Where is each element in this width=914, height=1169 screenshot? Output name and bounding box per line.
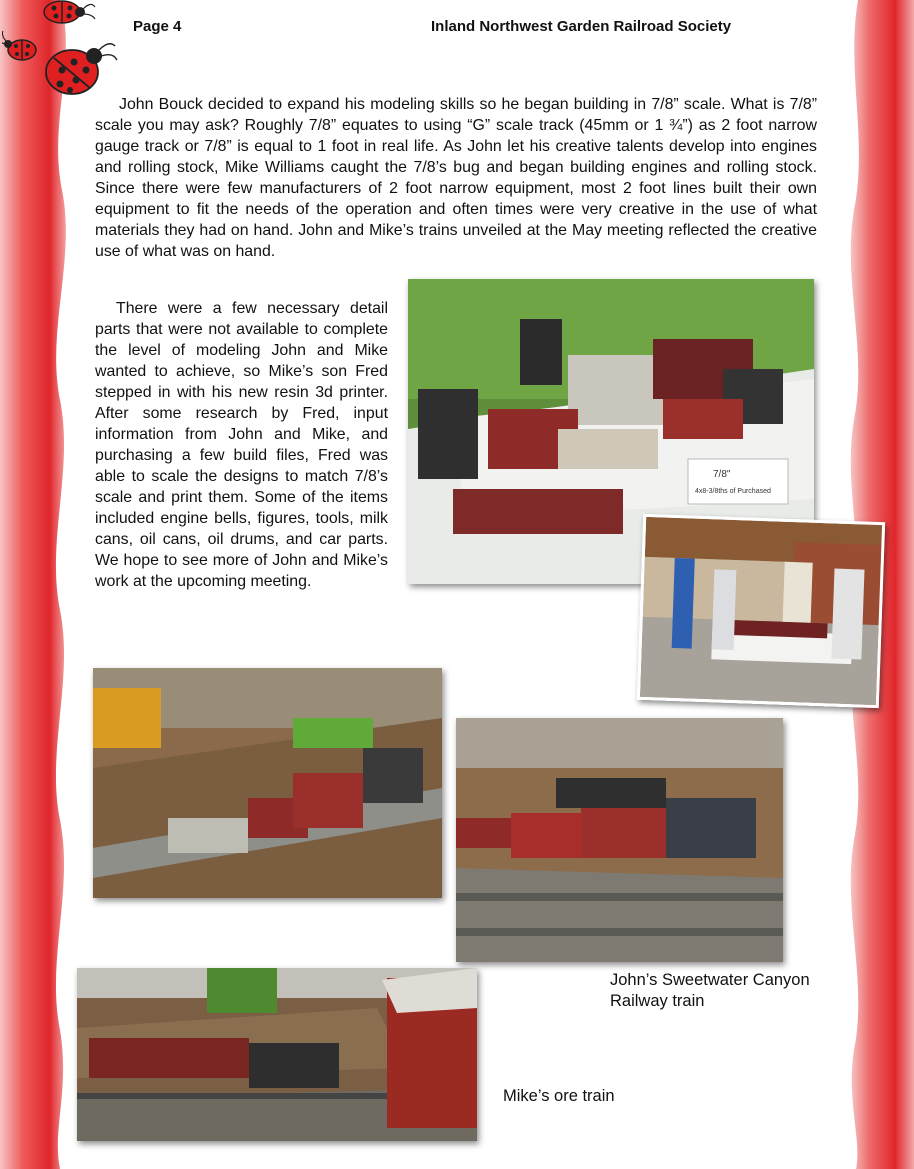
table-card-note: 4x8-3/8ths of Purchased bbox=[695, 488, 771, 495]
photo-mikes-ore-train bbox=[77, 968, 477, 1141]
article-paragraph-2: There were a few necessary detail parts that were not available to complete the level of modeling John and Mike wanted to achieve, so Mike’s son Fred stepped in with his new resin 3d printer. After some research by Fred, input information from John and Mike, and purchasing a few build files, Fred was able to scale the designs to match 7/8’s scale and print them. Some of the items included engine bells, figures, tools, milk cans, oil cans, oil drums, and car parts. We hope to see more of John and Mike’s work at the upcoming meeting. bbox=[95, 300, 388, 590]
ladybug-icon bbox=[2, 31, 36, 60]
caption-johns-train: John’s Sweetwater Canyon Railway train bbox=[610, 971, 810, 1010]
photo-members-at-meeting bbox=[637, 514, 885, 708]
ladybugs-graphic bbox=[2, 0, 122, 105]
caption-mikes-train: Mike’s ore train bbox=[503, 1087, 615, 1105]
photo-johns-train bbox=[456, 718, 783, 962]
newsletter-title: Inland Northwest Garden Railroad Society bbox=[431, 18, 732, 35]
photo-garden-layout-1 bbox=[93, 668, 442, 898]
ladybug-icon bbox=[46, 44, 117, 94]
left-red-border bbox=[0, 0, 78, 1169]
page-number: Page 4 bbox=[133, 18, 182, 35]
ladybug-icon bbox=[44, 1, 95, 23]
table-card-title: 7/8" bbox=[713, 469, 731, 480]
article-paragraph-1: John Bouck decided to expand his modeling skills so he began building in 7/8” scale. What is 7/8” scale you may ask? Roughly 7/8” equates to using “G” scale track (45mm or 1 ¾”) as 2 foot narrow gauge track or 7/8” is equal to 1 foot in real life. As John let his creative talents develop into engines and rolling stock, Mike Williams caught the 7/8’s bug and began building engines and rolling stock. Since there were few manufacturers of 2 foot narrow equipment, most 2 foot lines built their own equipment to fit the needs of the operation and often times were very creative in the use of what materials they had on hand. John and Mike’s trains unveiled at the May meeting reflected the creative use of what was on hand. bbox=[95, 96, 817, 260]
